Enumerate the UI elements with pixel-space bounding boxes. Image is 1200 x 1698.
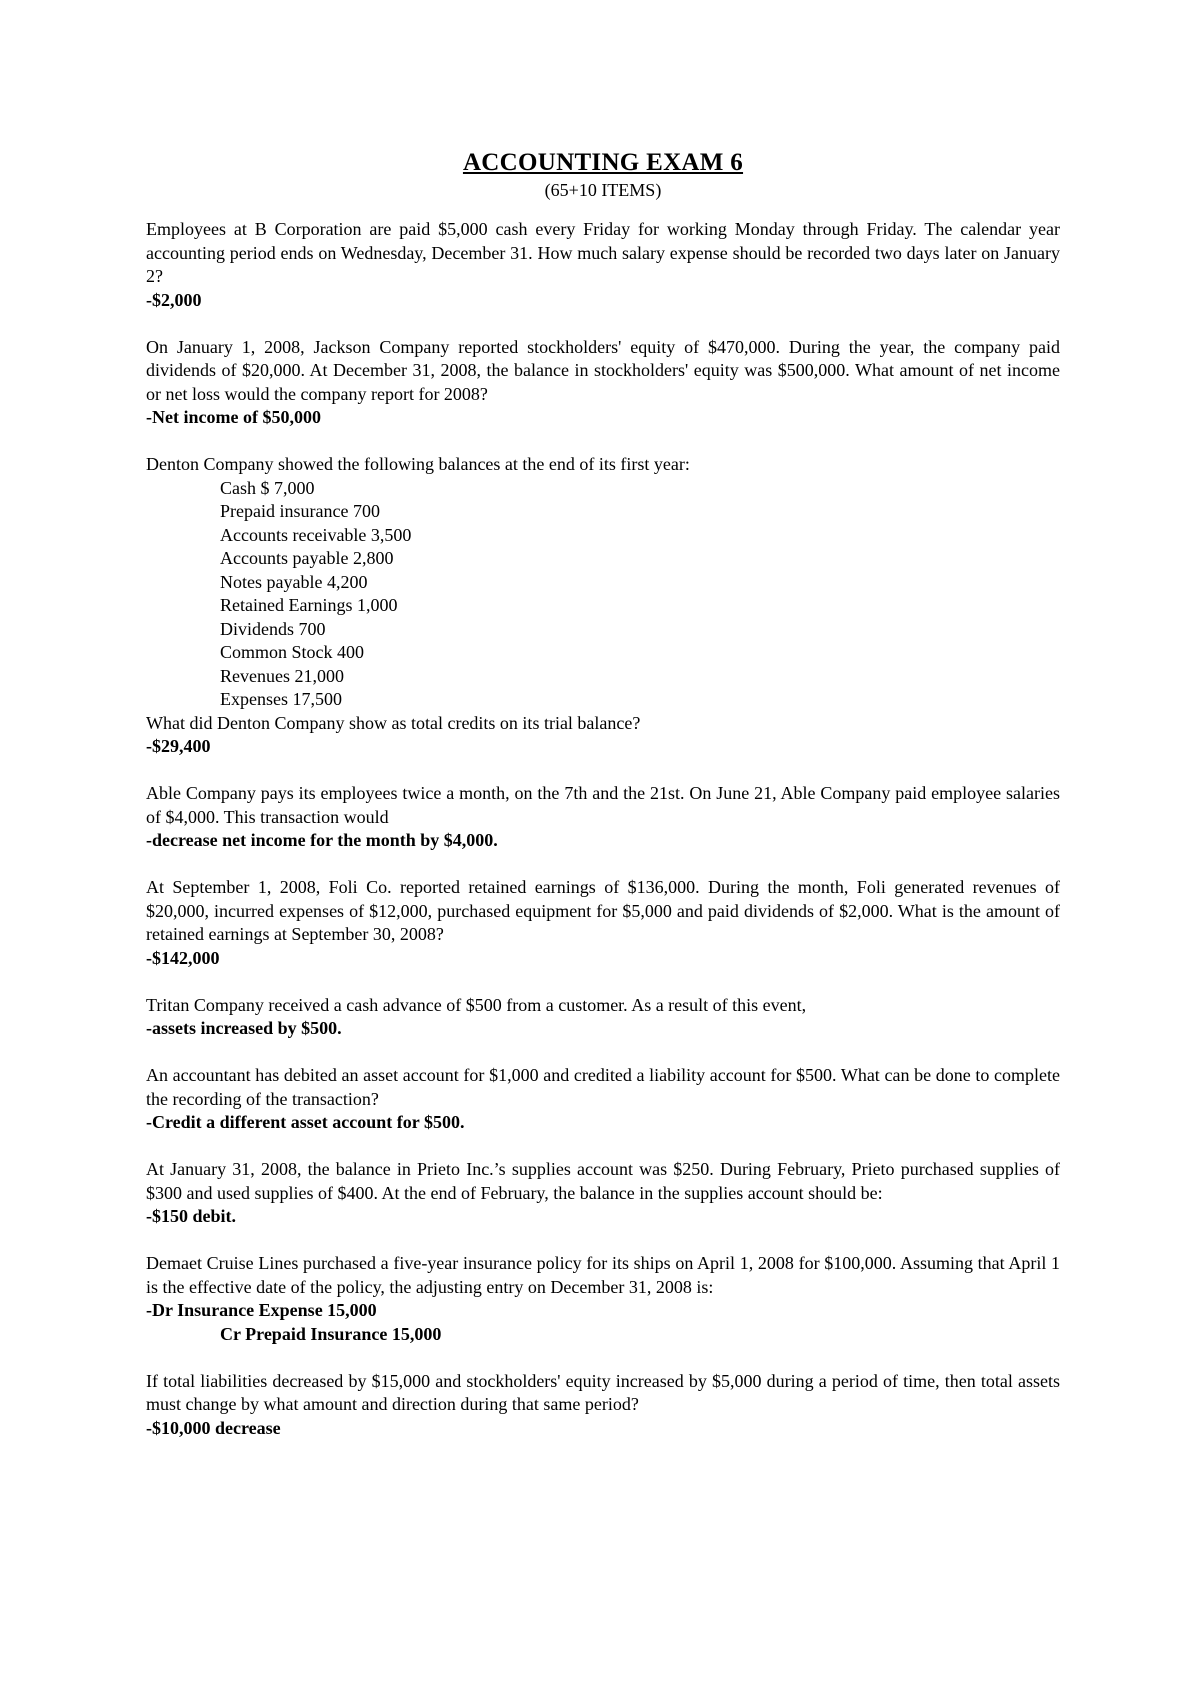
question-text: Demaet Cruise Lines purchased a five-year insurance policy for its ships on April 1, 2008 for $100,000. Assuming that April 1 is the effective date of the policy, the adjusting entry on December 31, 2008 is: <box>146 1253 1060 1297</box>
question-text: Denton Company showed the following balances at the end of its first year: <box>146 454 690 474</box>
balance-item: Prepaid insurance 700 <box>220 501 380 521</box>
question-text: An accountant has debited an asset account for $1,000 and credited a liability account for $500. What can be done to complete the recording of the transaction? <box>146 1065 1060 1109</box>
answer-text: -assets increased by $500. <box>146 1018 342 1038</box>
balance-item: Accounts payable 2,800 <box>220 548 394 568</box>
answer-text: -$10,000 decrease <box>146 1417 281 1438</box>
answer-text: -Credit a different asset account for $500. <box>146 1112 465 1132</box>
exam-title: ACCOUNTING EXAM 6 <box>462 149 744 176</box>
balance-item: Accounts receivable 3,500 <box>220 524 412 545</box>
question-text: Employees at B Corporation are paid $5,000 cash every Friday for working Monday through Friday. The calendar year accounting period ends on Wednesday, December 31. How much salary expense should be recorded two days later on January 2? <box>146 219 1060 286</box>
balance-item: Cash $ 7,000 <box>220 477 315 498</box>
question-text: At January 31, 2008, the balance in Prieto Inc.’s supplies account was $250. During February, Prieto purchased supplies of $300 and used supplies of $400. At the end of February, the balance in the supplies account should be: <box>146 1159 1060 1203</box>
question-10 <box>146 1370 1060 1441</box>
balance-item: Notes payable 4,200 <box>220 571 368 592</box>
balance-item: Retained Earnings 1,000 <box>220 595 398 615</box>
balance-item: Dividends 700 <box>220 618 326 639</box>
question-text: On January 1, 2008, Jackson Company reported stockholders' equity of $470,000. During the year, the company paid dividends of $20,000. At December 31, 2008, the balance in stockholders' equity was $500,000. What amount of net income or net loss would the company report for 2008? <box>146 336 1060 404</box>
balance-item: Common Stock 400 <box>220 642 365 662</box>
answer-text: -$142,000 <box>146 947 220 968</box>
question-text: At September 1, 2008, Foli Co. reported retained earnings of $136,000. During the month, Foli generated revenues of $20,000, incurred expenses of $12,000, purchased equipment for $5,000 and paid dividends of $2,000. What is the amount of retained earnings at September 30, 2008? <box>146 877 1060 944</box>
question-text: If total liabilities decreased by $15,000 and stockholders' equity increased by $5,000 during a period of time, then total assets must change by what amount and direction during that same period? <box>146 1370 1060 1414</box>
question-1 <box>146 218 1060 312</box>
question-8 <box>146 1158 1060 1229</box>
answer-text: -decrease net income for the month by $4,000. <box>146 830 498 850</box>
answer-text: -Dr Insurance Expense 15,000 <box>146 1300 377 1320</box>
question-5 <box>146 876 1060 970</box>
question-6 <box>146 994 1060 1041</box>
question-followup: What did Denton Company show as total credits on its trial balance? <box>146 712 641 733</box>
document-page <box>146 148 1060 1464</box>
question-2 <box>146 336 1060 430</box>
answer-text: -$2,000 <box>146 289 202 310</box>
answer-text: -Net income of $50,000 <box>146 407 321 427</box>
balance-item: Expenses 17,500 <box>220 689 342 709</box>
question-9 <box>146 1252 1060 1346</box>
question-3 <box>146 453 1060 759</box>
answer-text: -$29,400 <box>146 736 211 756</box>
question-4 <box>146 782 1060 853</box>
answer-text-credit: Cr Prepaid Insurance 15,000 <box>220 1323 442 1344</box>
balance-item: Revenues 21,000 <box>220 665 344 686</box>
exam-subtitle: (65+10 ITEMS) <box>544 180 662 200</box>
question-7 <box>146 1064 1060 1135</box>
question-text: Tritan Company received a cash advance of $500 from a customer. As a result of this event, <box>146 994 807 1015</box>
balance-list <box>146 477 1060 712</box>
question-text: Able Company pays its employees twice a month, on the 7th and the 21st. On June 21, Able Company paid employee salaries of $4,000. This transaction would <box>146 783 1060 827</box>
answer-text: -$150 debit. <box>146 1206 236 1226</box>
